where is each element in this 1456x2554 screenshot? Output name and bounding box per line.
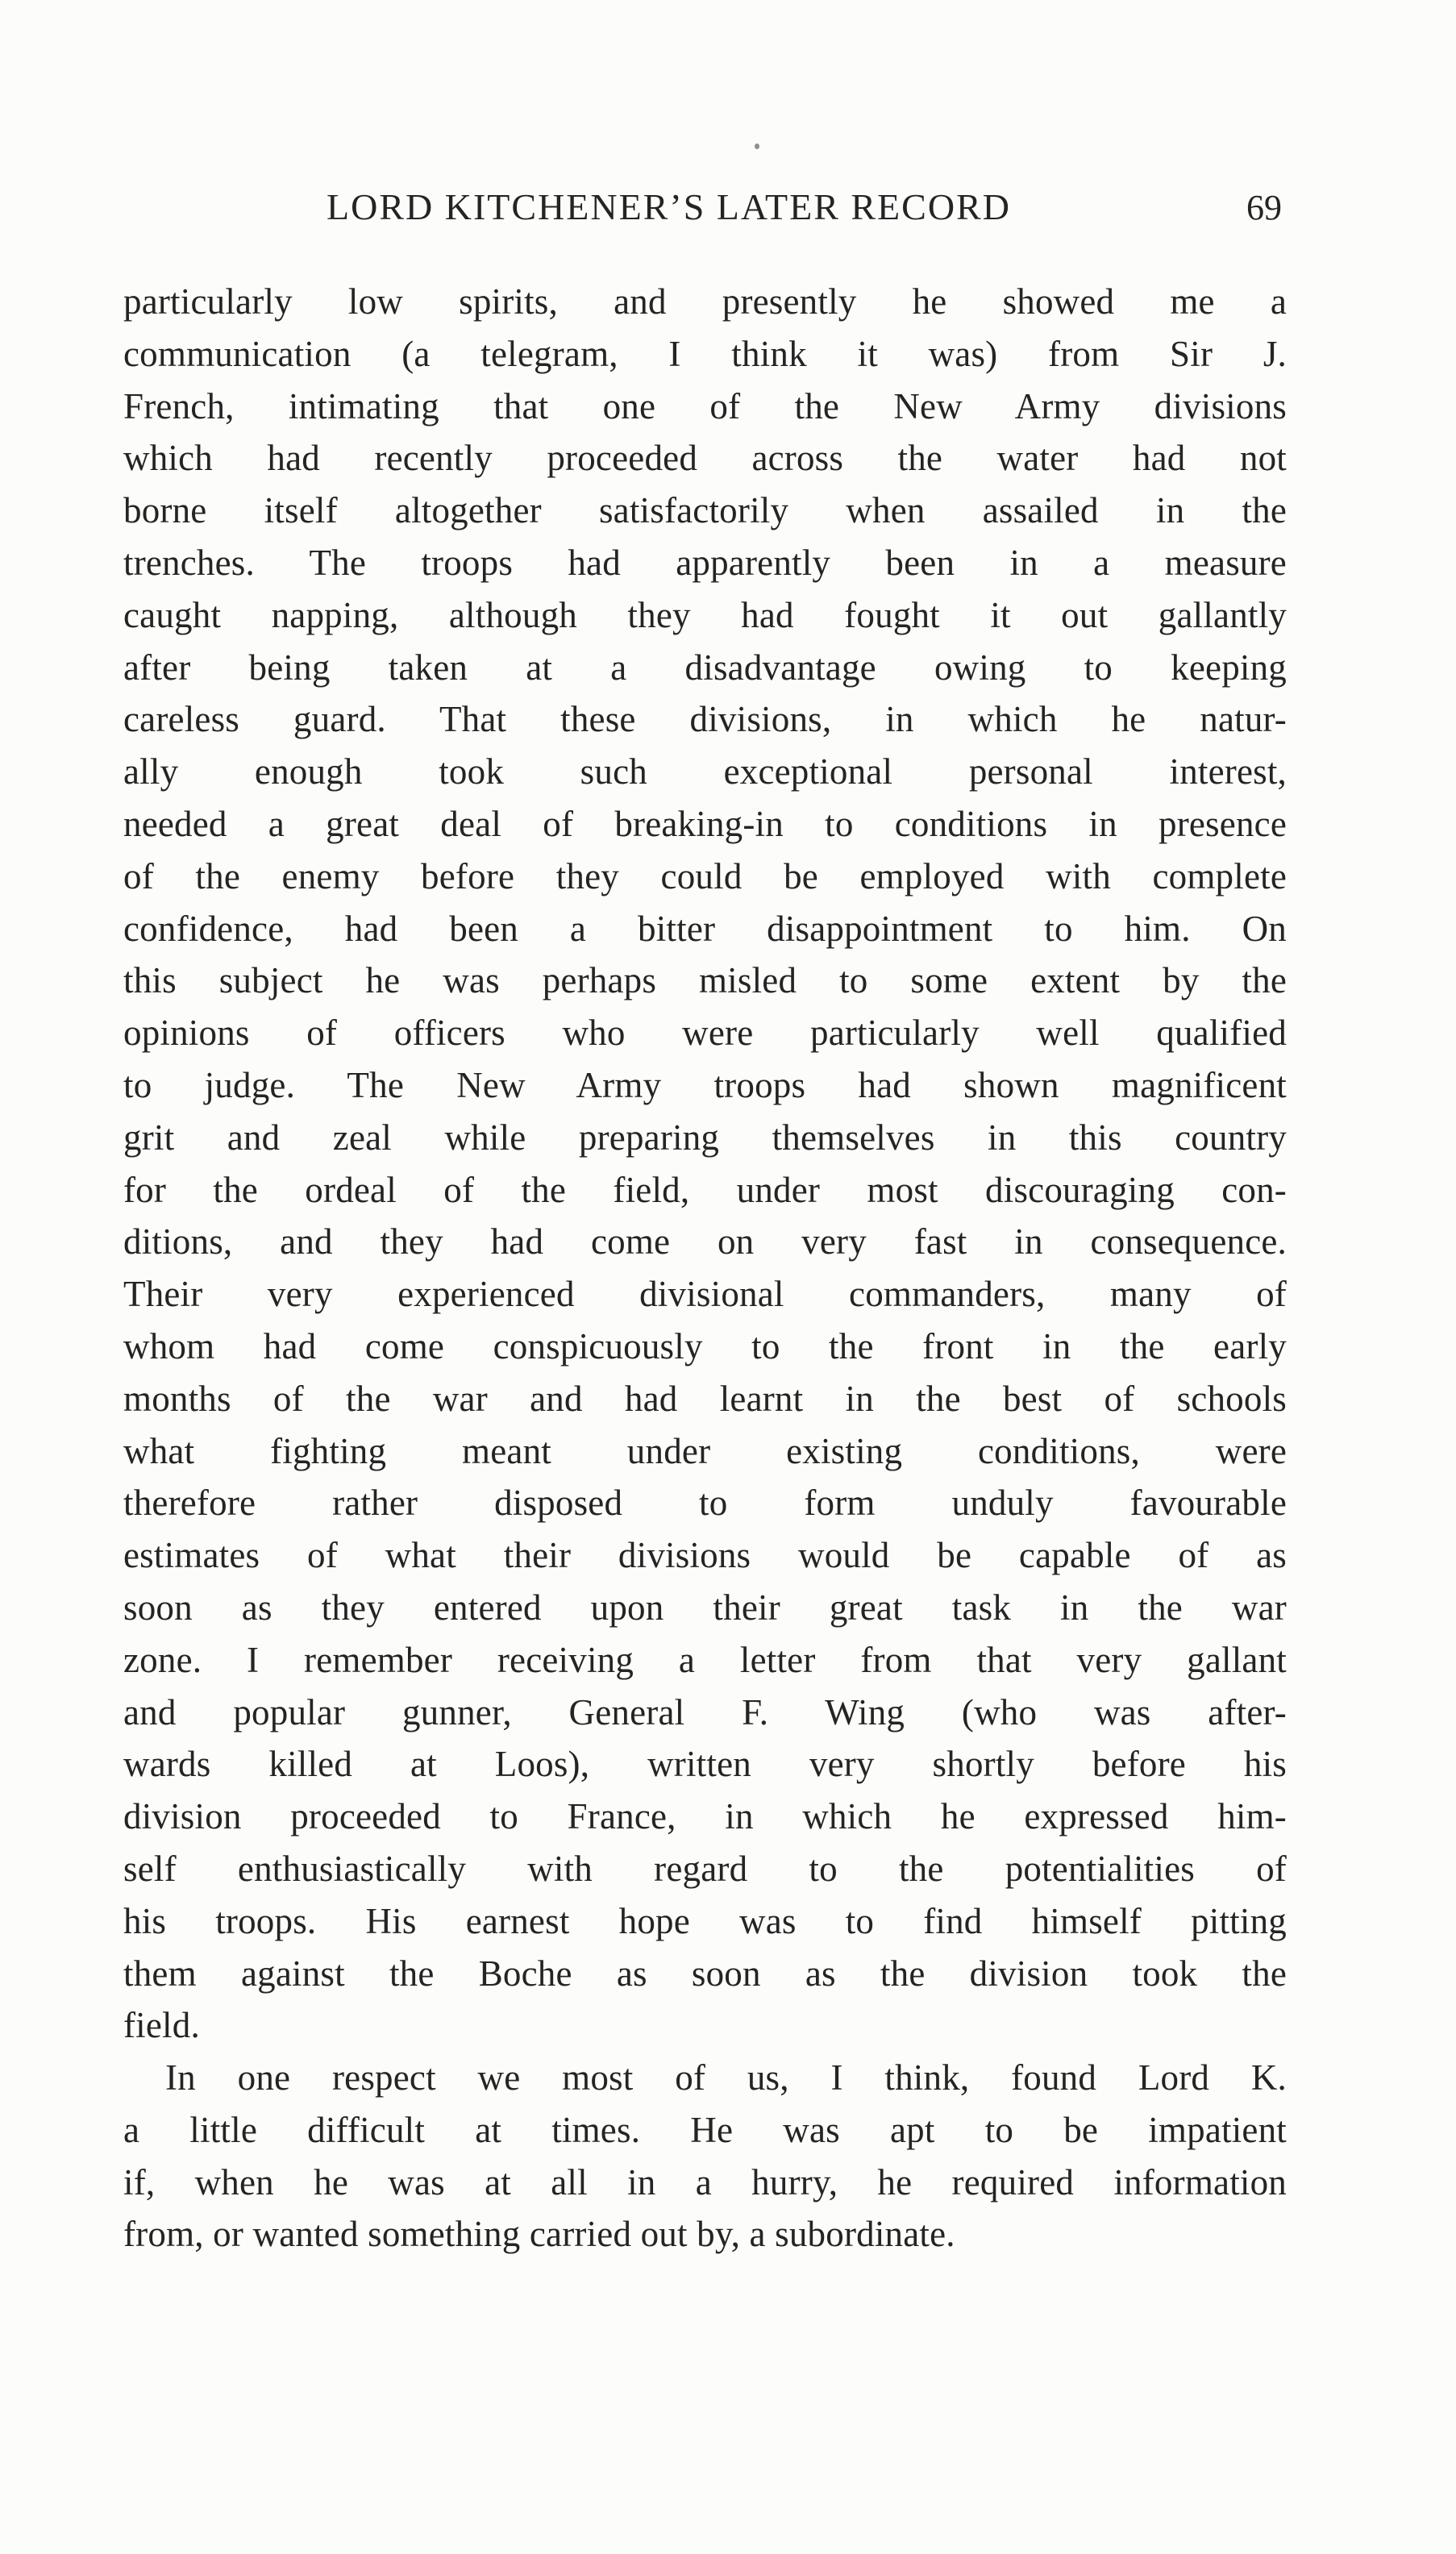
text-line: communication (a telegram, I think it was) from Sir J.	[123, 333, 1287, 374]
text-line: borne itself altogether satisfactorily when assailed in the	[123, 490, 1287, 531]
text-line: Their very experienced divisional commanders, many of	[123, 1274, 1287, 1315]
text-line: self enthusiastically with regard to the potentialities of	[123, 1848, 1287, 1889]
text-line: whom had come conspicuously to the front in the early	[123, 1325, 1287, 1366]
text-line: them against the Boche as soon as the division took the	[123, 1953, 1287, 1994]
text-line: what fighting meant under existing conditions, were	[123, 1430, 1287, 1471]
running-header-title: LORD KITCHENER’S LATER RECORD	[327, 186, 1011, 227]
text-line: to judge. The New Army troops had shown magnificent	[123, 1064, 1287, 1105]
paragraph	[123, 2052, 1287, 2261]
running-header	[123, 185, 1287, 243]
page-number: 69	[1246, 188, 1282, 227]
text-line: from, or wanted something carried out by, a subordinate.	[123, 2214, 955, 2255]
text-line: French, intimating that one of the New Army divisions	[123, 385, 1287, 426]
text-line: if, when he was at all in a hurry, he required information	[123, 2161, 1287, 2203]
text-line: In one respect we most of us, I think, found Lord K.	[165, 2057, 1287, 2099]
text-line: opinions of officers who were particularly well qualified	[123, 1013, 1287, 1054]
text-line: zone. I remember receiving a letter from that very gallant	[123, 1639, 1287, 1680]
text-line: estimates of what their divisions would be capable of as	[123, 1535, 1287, 1576]
text-line: months of the war and had learnt in the best of schools	[123, 1378, 1287, 1419]
text-line: field.	[123, 2005, 200, 2046]
text-line: of the enemy before they could be employed with complete	[123, 855, 1287, 896]
text-line: a little difficult at times. He was apt to be impatient	[123, 2109, 1287, 2150]
text-line: caught napping, although they had fought it out gallantly	[123, 594, 1287, 635]
text-line: this subject he was perhaps misled to some extent by the	[123, 960, 1287, 1001]
text-block	[123, 276, 1287, 2261]
text-line: trenches. The troops had apparently been in a measure	[123, 542, 1287, 583]
ink-speck	[755, 144, 759, 149]
text-line: confidence, had been a bitter disappointment to him. On	[123, 908, 1287, 949]
text-line: division proceeded to France, in which he expressed him-	[123, 1796, 1287, 1837]
text-line: particularly low spirits, and presently he showed me a	[123, 281, 1287, 322]
text-line: wards killed at Loos), written very shortly before his	[123, 1744, 1287, 1785]
paragraph	[123, 276, 1287, 2052]
text-line: ally enough took such exceptional personal interest,	[123, 751, 1287, 792]
text-line: for the ordeal of the field, under most discouraging con-	[123, 1169, 1287, 1210]
text-line: which had recently proceeded across the water had not	[123, 438, 1287, 479]
text-line: therefore rather disposed to form unduly favourable	[123, 1483, 1287, 1524]
text-line: soon as they entered upon their great task in the war	[123, 1587, 1287, 1628]
text-line: after being taken at a disadvantage owing to keeping	[123, 647, 1287, 688]
text-line: grit and zeal while preparing themselves in this country	[123, 1117, 1287, 1158]
text-line: careless guard. That these divisions, in which he natur-	[123, 699, 1287, 740]
text-line: needed a great deal of breaking-in to conditions in presence	[123, 803, 1287, 844]
text-line: and popular gunner, General F. Wing (who was after-	[123, 1691, 1287, 1732]
text-line: ditions, and they had come on very fast in consequence.	[123, 1221, 1287, 1262]
text-line: his troops. His earnest hope was to find himself pitting	[123, 1900, 1287, 1941]
